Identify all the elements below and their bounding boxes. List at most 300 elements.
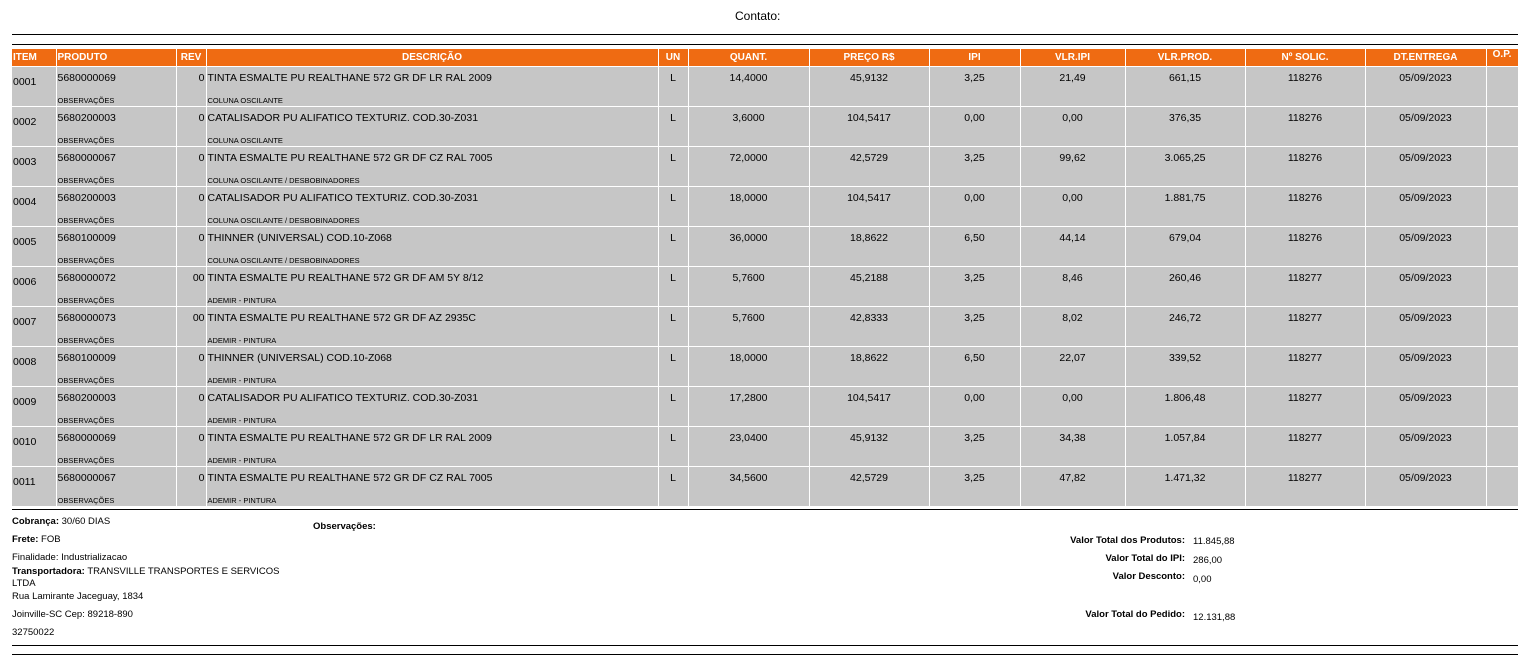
ipi-cell: 3,25 bbox=[929, 307, 1020, 329]
obs-empty-cell bbox=[658, 368, 688, 387]
obs-empty-cell bbox=[1020, 448, 1125, 467]
item-cell: 0001 bbox=[12, 67, 56, 89]
produto-cell: 5680000069 bbox=[56, 67, 176, 89]
obs-text: COLUNA OSCILANTE / DESBOBINADORES bbox=[206, 168, 658, 187]
obs-row bbox=[12, 368, 1518, 387]
quant-cell: 23,0400 bbox=[688, 427, 809, 449]
produto-cell: 5680100009 bbox=[56, 347, 176, 369]
vlr-prod-cell: 1.881,75 bbox=[1125, 187, 1245, 209]
obs-empty-cell bbox=[1245, 208, 1365, 227]
un-cell: L bbox=[658, 427, 688, 449]
col-header-preco: PREÇO R$ bbox=[809, 49, 929, 67]
col-header-vlr-prod: VLR.PROD. bbox=[1125, 49, 1245, 67]
rev-cell: 00 bbox=[176, 307, 206, 329]
obs-empty-cell bbox=[1125, 488, 1245, 506]
obs-empty-cell bbox=[1486, 488, 1518, 506]
vlr-ipi-cell: 8,46 bbox=[1020, 267, 1125, 289]
frete-label: Frete: bbox=[12, 534, 39, 545]
transportadora-value: TRANSVILLE TRANSPORTES E SERVICOS bbox=[87, 566, 280, 577]
obs-empty-cell bbox=[1365, 288, 1486, 307]
preco-cell: 42,5729 bbox=[809, 467, 929, 489]
rev-cell: 0 bbox=[176, 187, 206, 209]
descricao-cell: TINTA ESMALTE PU REALTHANE 572 GR DF AZ 2935C bbox=[206, 307, 658, 329]
contato-label: Contato: bbox=[735, 9, 781, 23]
obs-empty-cell bbox=[176, 248, 206, 267]
cobranca-label: Cobrança: bbox=[12, 516, 59, 527]
item-cell: 0010 bbox=[12, 427, 56, 449]
obs-empty-cell bbox=[1125, 328, 1245, 347]
obs-empty-cell bbox=[809, 408, 929, 427]
obs-empty-cell bbox=[929, 248, 1020, 267]
obs-empty-cell bbox=[1020, 408, 1125, 427]
obs-label: OBSERVAÇÕES bbox=[56, 328, 176, 347]
obs-empty-cell bbox=[12, 368, 56, 387]
obs-text: COLUNA OSCILANTE bbox=[206, 128, 658, 147]
obs-empty-cell bbox=[1125, 368, 1245, 387]
obs-empty-cell bbox=[1486, 368, 1518, 387]
entrega-cell: 05/09/2023 bbox=[1365, 107, 1486, 129]
quant-cell: 14,4000 bbox=[688, 67, 809, 89]
obs-label: OBSERVAÇÕES bbox=[56, 248, 176, 267]
obs-empty-cell bbox=[12, 88, 56, 107]
solic-cell: 118276 bbox=[1245, 227, 1365, 249]
footer-divider-bottom-2 bbox=[12, 654, 1518, 655]
vlr-ipi-cell: 8,02 bbox=[1020, 307, 1125, 329]
obs-label: OBSERVAÇÕES bbox=[56, 208, 176, 227]
preco-cell: 18,8622 bbox=[809, 227, 929, 249]
obs-empty-cell bbox=[1020, 128, 1125, 147]
obs-empty-cell bbox=[1245, 248, 1365, 267]
obs-empty-cell bbox=[688, 208, 809, 227]
entrega-cell: 05/09/2023 bbox=[1365, 467, 1486, 489]
obs-empty-cell bbox=[1365, 408, 1486, 427]
table-row bbox=[12, 387, 1518, 409]
quant-cell: 18,0000 bbox=[688, 347, 809, 369]
obs-empty-cell bbox=[809, 368, 929, 387]
obs-empty-cell bbox=[929, 128, 1020, 147]
solic-cell: 118276 bbox=[1245, 67, 1365, 89]
obs-empty-cell bbox=[658, 208, 688, 227]
vlr-ipi-cell: 0,00 bbox=[1020, 107, 1125, 129]
obs-empty-cell bbox=[1020, 88, 1125, 107]
obs-empty-cell bbox=[176, 168, 206, 187]
un-cell: L bbox=[658, 147, 688, 169]
obs-empty-cell bbox=[688, 248, 809, 267]
table-row bbox=[12, 147, 1518, 169]
transportadora-label: Transportadora: bbox=[12, 566, 85, 577]
col-header-produto: PRODUTO bbox=[56, 49, 176, 67]
un-cell: L bbox=[658, 267, 688, 289]
endereco: Rua Lamirante Jaceguay, 1834 bbox=[12, 591, 144, 602]
obs-empty-cell bbox=[176, 208, 206, 227]
vlr-prod-cell: 1.806,48 bbox=[1125, 387, 1245, 409]
rev-cell: 0 bbox=[176, 227, 206, 249]
table-row bbox=[12, 267, 1518, 289]
obs-empty-cell bbox=[1245, 448, 1365, 467]
obs-empty-cell bbox=[688, 88, 809, 107]
vlr-prod-cell: 679,04 bbox=[1125, 227, 1245, 249]
obs-empty-cell bbox=[809, 128, 929, 147]
rev-cell: 0 bbox=[176, 347, 206, 369]
quant-cell: 18,0000 bbox=[688, 187, 809, 209]
table-row bbox=[12, 67, 1518, 89]
col-header-item: ITEM bbox=[12, 49, 56, 67]
produto-cell: 5680000067 bbox=[56, 467, 176, 489]
obs-empty-cell bbox=[1486, 248, 1518, 267]
rev-cell: 0 bbox=[176, 467, 206, 489]
obs-empty-cell bbox=[1020, 368, 1125, 387]
obs-label: OBSERVAÇÕES bbox=[56, 488, 176, 506]
vlr-prod-cell: 1.471,32 bbox=[1125, 467, 1245, 489]
descricao-cell: CATALISADOR PU ALIFATICO TEXTURIZ. COD.30-Z031 bbox=[206, 107, 658, 129]
obs-empty-cell bbox=[1245, 408, 1365, 427]
descricao-cell: TINTA ESMALTE PU REALTHANE 572 GR DF LR RAL 2009 bbox=[206, 427, 658, 449]
solic-cell: 118277 bbox=[1245, 307, 1365, 329]
obs-empty-cell bbox=[12, 168, 56, 187]
op-cell bbox=[1486, 67, 1518, 89]
finalidade-value: Industrializacao bbox=[61, 552, 128, 563]
obs-empty-cell bbox=[688, 368, 809, 387]
obs-empty-cell bbox=[1245, 368, 1365, 387]
produto-cell: 5680100009 bbox=[56, 227, 176, 249]
obs-empty-cell bbox=[1486, 408, 1518, 427]
obs-empty-cell bbox=[1020, 248, 1125, 267]
quant-cell: 5,7600 bbox=[688, 307, 809, 329]
obs-empty-cell bbox=[176, 328, 206, 347]
obs-empty-cell bbox=[12, 448, 56, 467]
preco-cell: 104,5417 bbox=[809, 107, 929, 129]
un-cell: L bbox=[658, 387, 688, 409]
ipi-cell: 3,25 bbox=[929, 147, 1020, 169]
obs-empty-cell bbox=[658, 488, 688, 506]
entrega-cell: 05/09/2023 bbox=[1365, 347, 1486, 369]
obs-row bbox=[12, 128, 1518, 147]
total-produtos-label: Valor Total dos Produtos: bbox=[1070, 535, 1185, 546]
entrega-cell: 05/09/2023 bbox=[1365, 307, 1486, 329]
top-divider bbox=[12, 34, 1518, 35]
preco-cell: 45,9132 bbox=[809, 67, 929, 89]
col-header-vlr-ipi: VLR.IPI bbox=[1020, 49, 1125, 67]
vlr-ipi-cell: 22,07 bbox=[1020, 347, 1125, 369]
rev-cell: 0 bbox=[176, 387, 206, 409]
footer-divider-top bbox=[12, 509, 1518, 510]
footer-divider-bottom bbox=[12, 645, 1518, 646]
observacoes-label: Observações: bbox=[313, 521, 376, 532]
obs-empty-cell bbox=[1245, 88, 1365, 107]
obs-empty-cell bbox=[1486, 168, 1518, 187]
obs-row bbox=[12, 288, 1518, 307]
ipi-cell: 0,00 bbox=[929, 187, 1020, 209]
total-ipi-label: Valor Total do IPI: bbox=[1105, 553, 1185, 564]
vlr-prod-cell: 260,46 bbox=[1125, 267, 1245, 289]
transportadora-line bbox=[12, 566, 280, 578]
obs-empty-cell bbox=[929, 208, 1020, 227]
preco-cell: 18,8622 bbox=[809, 347, 929, 369]
item-cell: 0011 bbox=[12, 467, 56, 489]
solic-cell: 118277 bbox=[1245, 387, 1365, 409]
obs-empty-cell bbox=[1125, 208, 1245, 227]
ipi-cell: 3,25 bbox=[929, 67, 1020, 89]
solic-cell: 118276 bbox=[1245, 107, 1365, 129]
descricao-cell: CATALISADOR PU ALIFATICO TEXTURIZ. COD.30-Z031 bbox=[206, 187, 658, 209]
ipi-cell: 3,25 bbox=[929, 467, 1020, 489]
total-pedido-value: 12.131,88 bbox=[1193, 612, 1236, 623]
obs-empty-cell bbox=[176, 128, 206, 147]
obs-empty-cell bbox=[809, 488, 929, 506]
obs-empty-cell bbox=[809, 248, 929, 267]
op-cell bbox=[1486, 227, 1518, 249]
ipi-cell: 0,00 bbox=[929, 107, 1020, 129]
item-cell: 0007 bbox=[12, 307, 56, 329]
obs-label: OBSERVAÇÕES bbox=[56, 368, 176, 387]
solic-cell: 118277 bbox=[1245, 427, 1365, 449]
obs-empty-cell bbox=[658, 328, 688, 347]
obs-empty-cell bbox=[1245, 328, 1365, 347]
cobranca-line bbox=[12, 516, 110, 528]
obs-empty-cell bbox=[12, 488, 56, 506]
obs-empty-cell bbox=[1020, 288, 1125, 307]
obs-text: ADEMIR - PINTURA bbox=[206, 288, 658, 307]
op-cell bbox=[1486, 147, 1518, 169]
obs-empty-cell bbox=[1245, 288, 1365, 307]
obs-empty-cell bbox=[1365, 208, 1486, 227]
quant-cell: 17,2800 bbox=[688, 387, 809, 409]
obs-empty-cell bbox=[1365, 488, 1486, 506]
op-cell bbox=[1486, 427, 1518, 449]
obs-label: OBSERVAÇÕES bbox=[56, 88, 176, 107]
obs-empty-cell bbox=[1020, 328, 1125, 347]
total-produtos-value: 11.845,88 bbox=[1193, 536, 1235, 547]
obs-empty-cell bbox=[176, 288, 206, 307]
item-cell: 0005 bbox=[12, 227, 56, 249]
obs-text: ADEMIR - PINTURA bbox=[206, 368, 658, 387]
obs-empty-cell bbox=[1020, 488, 1125, 506]
obs-empty-cell bbox=[929, 408, 1020, 427]
obs-empty-cell bbox=[688, 288, 809, 307]
obs-empty-cell bbox=[658, 288, 688, 307]
entrega-cell: 05/09/2023 bbox=[1365, 147, 1486, 169]
obs-text: COLUNA OSCILANTE / DESBOBINADORES bbox=[206, 208, 658, 227]
finalidade-label: Finalidade: bbox=[12, 552, 59, 563]
quant-cell: 3,6000 bbox=[688, 107, 809, 129]
obs-empty-cell bbox=[176, 448, 206, 467]
preco-cell: 45,2188 bbox=[809, 267, 929, 289]
col-header-solic: Nº SOLIC. bbox=[1245, 49, 1365, 67]
obs-empty-cell bbox=[809, 288, 929, 307]
obs-empty-cell bbox=[809, 88, 929, 107]
obs-empty-cell bbox=[658, 248, 688, 267]
quant-cell: 72,0000 bbox=[688, 147, 809, 169]
obs-empty-cell bbox=[1125, 168, 1245, 187]
col-header-rev: REV bbox=[176, 49, 206, 67]
vlr-ipi-cell: 34,38 bbox=[1020, 427, 1125, 449]
produto-cell: 5680200003 bbox=[56, 187, 176, 209]
obs-empty-cell bbox=[1125, 288, 1245, 307]
item-cell: 0004 bbox=[12, 187, 56, 209]
descricao-cell: TINTA ESMALTE PU REALTHANE 572 GR DF CZ RAL 7005 bbox=[206, 467, 658, 489]
op-cell bbox=[1486, 107, 1518, 129]
obs-empty-cell bbox=[1486, 288, 1518, 307]
obs-row bbox=[12, 408, 1518, 427]
obs-empty-cell bbox=[809, 208, 929, 227]
rev-cell: 0 bbox=[176, 147, 206, 169]
total-pedido-label: Valor Total do Pedido: bbox=[1085, 609, 1185, 620]
un-cell: L bbox=[658, 107, 688, 129]
produto-cell: 5680000067 bbox=[56, 147, 176, 169]
produto-cell: 5680000073 bbox=[56, 307, 176, 329]
ipi-cell: 6,50 bbox=[929, 347, 1020, 369]
col-header-ipi: IPI bbox=[929, 49, 1020, 67]
obs-empty-cell bbox=[1125, 248, 1245, 267]
obs-empty-cell bbox=[809, 328, 929, 347]
obs-empty-cell bbox=[12, 408, 56, 427]
op-cell bbox=[1486, 267, 1518, 289]
rev-cell: 00 bbox=[176, 267, 206, 289]
entrega-cell: 05/09/2023 bbox=[1365, 427, 1486, 449]
rev-cell: 0 bbox=[176, 427, 206, 449]
produto-cell: 5680000069 bbox=[56, 427, 176, 449]
table-row bbox=[12, 107, 1518, 129]
codigo: 32750022 bbox=[12, 627, 55, 638]
vlr-prod-cell: 1.057,84 bbox=[1125, 427, 1245, 449]
obs-empty-cell bbox=[1125, 88, 1245, 107]
cidade-cep: Joinville-SC Cep: 89218-890 bbox=[12, 609, 133, 620]
frete-value: FOB bbox=[41, 534, 61, 545]
ipi-cell: 3,25 bbox=[929, 427, 1020, 449]
produto-cell: 5680200003 bbox=[56, 107, 176, 129]
descricao-cell: TINTA ESMALTE PU REALTHANE 572 GR DF AM 5Y 8/12 bbox=[206, 267, 658, 289]
col-header-un: UN bbox=[658, 49, 688, 67]
obs-empty-cell bbox=[1365, 328, 1486, 347]
obs-empty-cell bbox=[1365, 88, 1486, 107]
cobranca-value: 30/60 DIAS bbox=[61, 516, 111, 527]
obs-empty-cell bbox=[929, 168, 1020, 187]
col-header-descricao: DESCRIÇÃO bbox=[206, 49, 658, 67]
table-row bbox=[12, 347, 1518, 369]
obs-label: OBSERVAÇÕES bbox=[56, 128, 176, 147]
un-cell: L bbox=[658, 467, 688, 489]
un-cell: L bbox=[658, 347, 688, 369]
valor-desconto-value: 0,00 bbox=[1193, 574, 1212, 585]
obs-empty-cell bbox=[1365, 368, 1486, 387]
quant-cell: 5,7600 bbox=[688, 267, 809, 289]
obs-empty-cell bbox=[929, 328, 1020, 347]
vlr-prod-cell: 3.065,25 bbox=[1125, 147, 1245, 169]
quant-cell: 34,5600 bbox=[688, 467, 809, 489]
transportadora-line-2: LTDA bbox=[12, 578, 36, 589]
obs-empty-cell bbox=[176, 408, 206, 427]
preco-cell: 104,5417 bbox=[809, 187, 929, 209]
obs-empty-cell bbox=[688, 168, 809, 187]
obs-label: OBSERVAÇÕES bbox=[56, 408, 176, 427]
obs-empty-cell bbox=[1020, 208, 1125, 227]
table-row bbox=[12, 467, 1518, 489]
entrega-cell: 05/09/2023 bbox=[1365, 67, 1486, 89]
obs-empty-cell bbox=[176, 368, 206, 387]
table-header-row bbox=[12, 49, 1518, 67]
descricao-cell: CATALISADOR PU ALIFATICO TEXTURIZ. COD.30-Z031 bbox=[206, 387, 658, 409]
solic-cell: 118277 bbox=[1245, 347, 1365, 369]
obs-empty-cell bbox=[1365, 128, 1486, 147]
entrega-cell: 05/09/2023 bbox=[1365, 187, 1486, 209]
obs-empty-cell bbox=[929, 288, 1020, 307]
un-cell: L bbox=[658, 307, 688, 329]
obs-empty-cell bbox=[688, 408, 809, 427]
obs-empty-cell bbox=[1486, 448, 1518, 467]
vlr-ipi-cell: 99,62 bbox=[1020, 147, 1125, 169]
table-row bbox=[12, 427, 1518, 449]
vlr-ipi-cell: 0,00 bbox=[1020, 387, 1125, 409]
rev-cell: 0 bbox=[176, 107, 206, 129]
obs-text: ADEMIR - PINTURA bbox=[206, 408, 658, 427]
obs-text: COLUNA OSCILANTE / DESBOBINADORES bbox=[206, 248, 658, 267]
obs-empty-cell bbox=[1020, 168, 1125, 187]
obs-text: ADEMIR - PINTURA bbox=[206, 328, 658, 347]
vlr-ipi-cell: 0,00 bbox=[1020, 187, 1125, 209]
obs-empty-cell bbox=[688, 328, 809, 347]
table-row bbox=[12, 227, 1518, 249]
col-header-quant: QUANT. bbox=[688, 49, 809, 67]
un-cell: L bbox=[658, 67, 688, 89]
ipi-cell: 3,25 bbox=[929, 267, 1020, 289]
vlr-prod-cell: 376,35 bbox=[1125, 107, 1245, 129]
obs-empty-cell bbox=[688, 448, 809, 467]
descricao-cell: THINNER (UNIVERSAL) COD.10-Z068 bbox=[206, 347, 658, 369]
obs-label: OBSERVAÇÕES bbox=[56, 288, 176, 307]
obs-text: ADEMIR - PINTURA bbox=[206, 488, 658, 506]
obs-row bbox=[12, 208, 1518, 227]
vlr-ipi-cell: 44,14 bbox=[1020, 227, 1125, 249]
valor-desconto-label: Valor Desconto: bbox=[1112, 571, 1185, 582]
entrega-cell: 05/09/2023 bbox=[1365, 387, 1486, 409]
solic-cell: 118277 bbox=[1245, 267, 1365, 289]
op-cell bbox=[1486, 347, 1518, 369]
obs-empty-cell bbox=[12, 288, 56, 307]
obs-empty-cell bbox=[929, 448, 1020, 467]
descricao-cell: TINTA ESMALTE PU REALTHANE 572 GR DF LR RAL 2009 bbox=[206, 67, 658, 89]
col-header-op: O.P. bbox=[1486, 49, 1518, 67]
preco-cell: 104,5417 bbox=[809, 387, 929, 409]
obs-text: ADEMIR - PINTURA bbox=[206, 448, 658, 467]
item-cell: 0009 bbox=[12, 387, 56, 409]
top-divider-2 bbox=[12, 44, 1518, 45]
rev-cell: 0 bbox=[176, 67, 206, 89]
obs-empty-cell bbox=[1365, 168, 1486, 187]
solic-cell: 118276 bbox=[1245, 147, 1365, 169]
items-table bbox=[12, 49, 1519, 506]
obs-empty-cell bbox=[176, 88, 206, 107]
ipi-cell: 0,00 bbox=[929, 387, 1020, 409]
obs-row bbox=[12, 248, 1518, 267]
obs-empty-cell bbox=[1125, 408, 1245, 427]
obs-empty-cell bbox=[1365, 248, 1486, 267]
vlr-ipi-cell: 47,82 bbox=[1020, 467, 1125, 489]
solic-cell: 118276 bbox=[1245, 187, 1365, 209]
entrega-cell: 05/09/2023 bbox=[1365, 267, 1486, 289]
obs-empty-cell bbox=[1486, 208, 1518, 227]
vlr-prod-cell: 246,72 bbox=[1125, 307, 1245, 329]
ipi-cell: 6,50 bbox=[929, 227, 1020, 249]
finalidade-line bbox=[12, 552, 127, 564]
solic-cell: 118277 bbox=[1245, 467, 1365, 489]
item-cell: 0002 bbox=[12, 107, 56, 129]
obs-empty-cell bbox=[12, 208, 56, 227]
obs-row bbox=[12, 448, 1518, 467]
obs-empty-cell bbox=[1486, 328, 1518, 347]
obs-empty-cell bbox=[688, 128, 809, 147]
obs-empty-cell bbox=[809, 168, 929, 187]
obs-empty-cell bbox=[176, 488, 206, 506]
